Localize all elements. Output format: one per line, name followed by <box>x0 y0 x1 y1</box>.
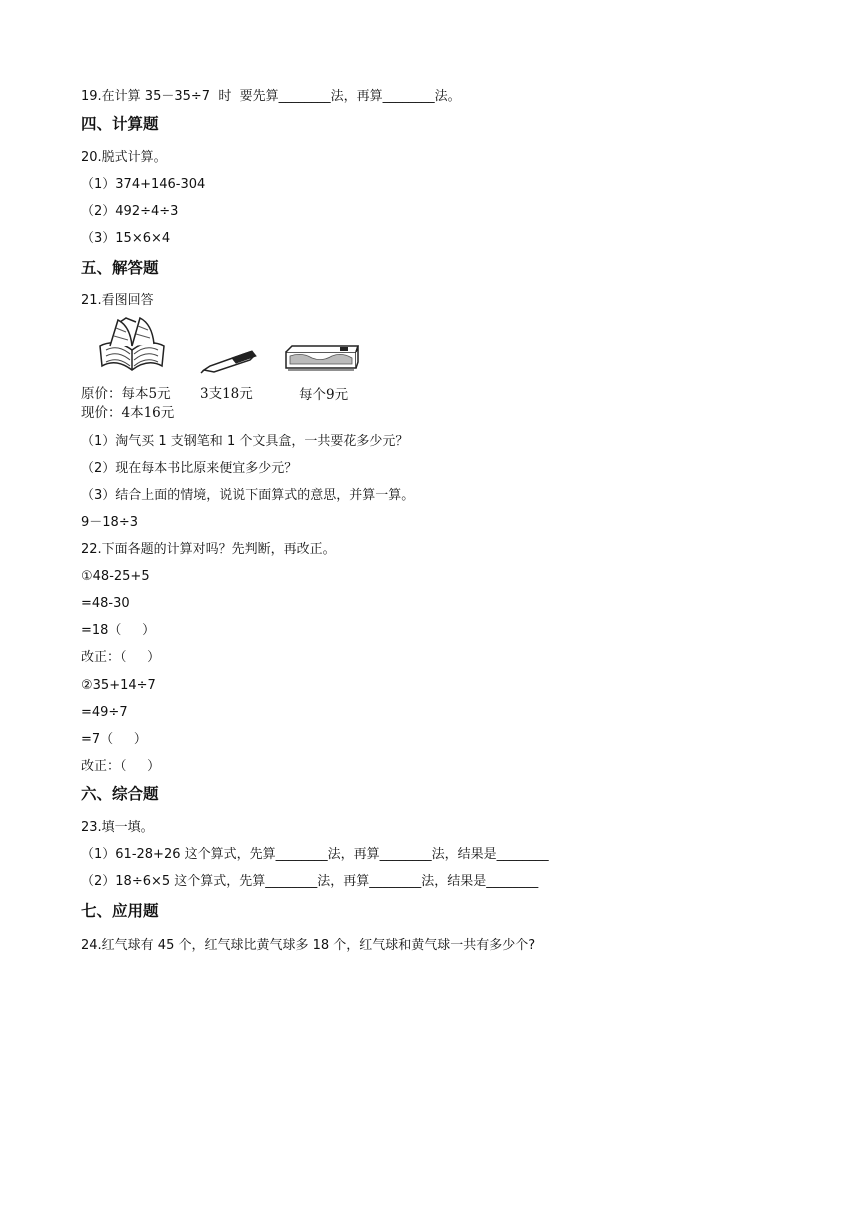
question-22-line: ②35+14÷7 <box>81 678 156 693</box>
question-21-item: （3）结合上面的情境，说说下面算式的意思，并算一算。 <box>81 488 415 503</box>
section-heading-5: 五、解答题 <box>81 259 159 277</box>
question-22-line: 改正：（ ） <box>81 759 161 774</box>
question-22-line: =49÷7 <box>81 705 128 720</box>
book-current-price: 现价：4本16元 <box>81 405 175 421</box>
section-heading-4: 四、计算题 <box>81 115 159 133</box>
question-19: 19.在计算 35－35÷7 时 要先算________法，再算________法。 <box>81 89 461 104</box>
question-22-line: 改正：（ ） <box>81 650 161 665</box>
question-21-expression: 9－18÷3 <box>81 515 138 530</box>
question-21-title: 21.看图回答 <box>81 293 154 308</box>
question-23-item: （2）18÷6×5 这个算式，先算________法，再算________法，结果是________ <box>81 874 539 889</box>
pencil-box-icon <box>282 342 360 376</box>
question-22-line: ①48-25+5 <box>81 569 150 584</box>
question-22-line: =18（ ） <box>81 623 156 638</box>
question-20-title: 20.脱式计算。 <box>81 150 167 165</box>
section-heading-6: 六、综合题 <box>81 785 159 803</box>
question-23-item: （1）61-28+26 这个算式，先算________法，再算________法，结果是________ <box>81 847 549 862</box>
question-21-item: （2）现在每本书比原来便宜多少元？ <box>81 461 298 476</box>
question-23-title: 23.填一填。 <box>81 820 154 835</box>
question-20-item: （2）492÷4÷3 <box>81 204 179 219</box>
pen-price: 3支18元 <box>200 386 253 402</box>
box-price: 每个9元 <box>299 387 349 403</box>
question-22-title: 22.下面各题的计算对吗？先判断，再改正。 <box>81 542 336 557</box>
question-22-line: =7（ ） <box>81 732 147 747</box>
question-24: 24.红气球有 45 个，红气球比黄气球多 18 个，红气球和黄气球一共有多少个? <box>81 938 536 953</box>
question-20-item: （1）374+146-304 <box>81 177 206 192</box>
question-20-item: （3）15×6×4 <box>81 231 171 246</box>
section-heading-7: 七、应用题 <box>81 902 159 920</box>
book-original-price: 原价：每本5元 <box>81 386 171 402</box>
question-22-line: =48-30 <box>81 596 130 611</box>
book-icon <box>96 316 168 374</box>
pen-icon <box>200 348 258 374</box>
question-21-item: （1）淘气买 1 支钢笔和 1 个文具盒，一共要花多少元？ <box>81 434 409 449</box>
